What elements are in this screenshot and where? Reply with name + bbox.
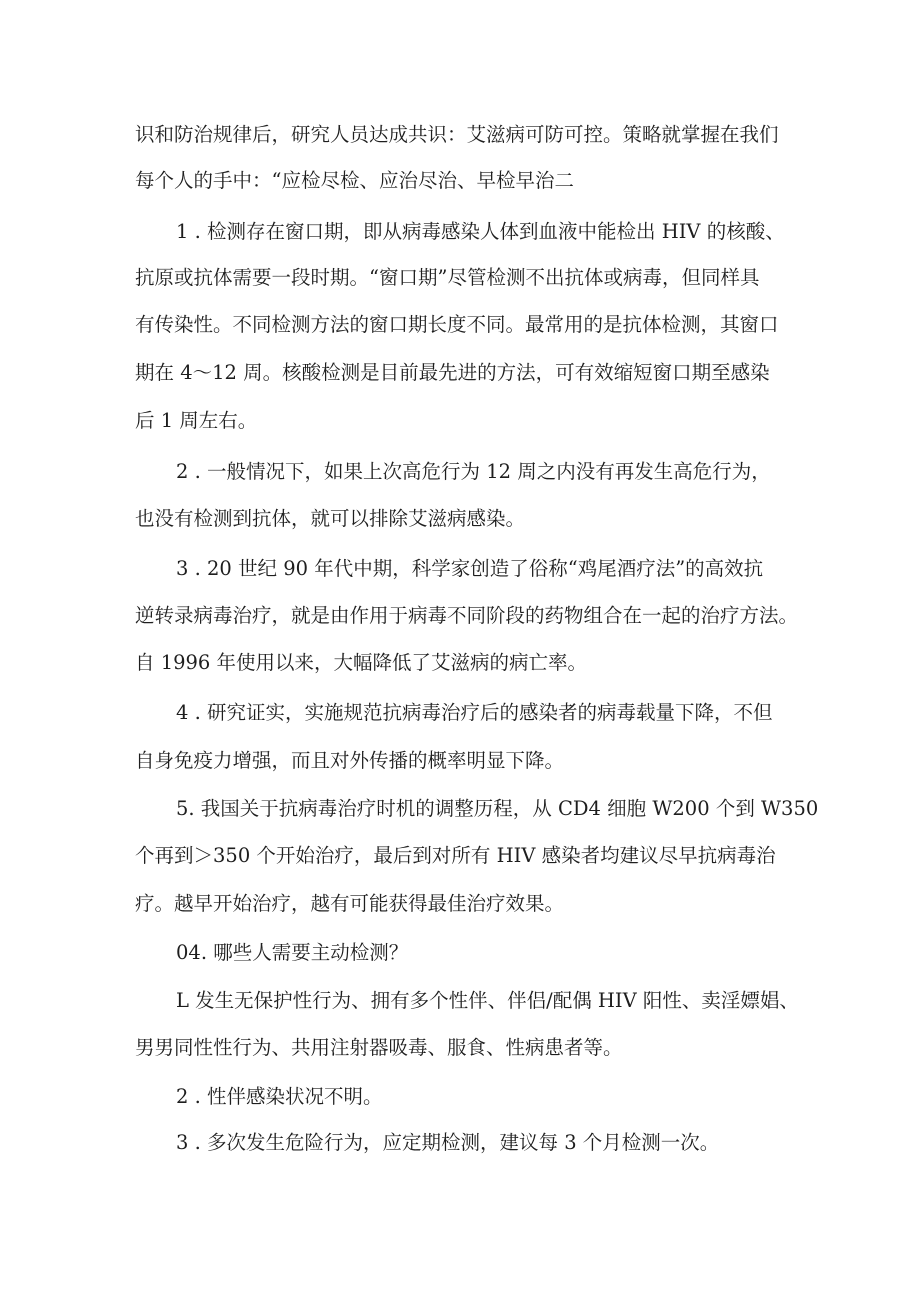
section-heading-text: 04. 哪些人需要主动检测？ — [176, 941, 409, 964]
paragraph-line: 自 1996 年使用以来，大幅降低了艾滋病的病亡率。 — [135, 651, 588, 674]
paragraph-line: 自身免疫力增强，而且对外传播的概率明显下降。 — [135, 749, 565, 772]
paragraph-line: 识和防治规律后，研究人员达成共识：艾滋病可防可控。策略就掌握在我们 — [135, 123, 779, 146]
paragraph-line: 4 . 研究证实，实施规范抗病毒治疗后的感染者的病毒载量下降，不但 — [176, 701, 773, 724]
paragraph-line: 逆转录病毒治疗，就是由作用于病毒不同阶段的药物组合在一起的治疗方法。 — [135, 604, 799, 627]
paragraph-line: 1 . 检测存在窗口期，即从病毒感染人体到血液中能检出 HIV 的核酸、 — [176, 220, 785, 243]
paragraph-line: 3 . 20 世纪 90 年代中期，科学家创造了俗称“鸡尾酒疗法”的高效抗 — [176, 557, 764, 580]
paragraph-line: 男男同性性行为、共用注射器吸毒、服食、性病患者等。 — [135, 1036, 623, 1059]
paragraph-line: 2 . 性伴感染状况不明。 — [176, 1085, 383, 1108]
paragraph-line: 抗原或抗体需要一段时期。“窗口期”尽管检测不出抗体或病毒，但同样具 — [135, 266, 760, 289]
paragraph-line: L 发生无保护性行为、拥有多个性伴、伴侣/配偶 HIV 阳性、卖淫嫖娼、 — [176, 989, 799, 1012]
paragraph-line: 每个人的手中：“应检尽检、应治尽治、早检早治二 — [135, 169, 574, 192]
paragraph-line: 也没有检测到抗体，就可以排除艾滋病感染。 — [135, 507, 526, 530]
paragraph-line: 5. 我国关于抗病毒治疗时机的调整历程，从 CD4 细胞 W200 个到 W350 — [176, 797, 819, 820]
paragraph-line: 后 1 周左右。 — [135, 409, 258, 432]
paragraph-line: 期在 4～12 周。核酸检测是目前最先进的方法，可有效缩短窗口期至感染 — [135, 361, 770, 384]
paragraph-line: 个再到＞350 个开始治疗，最后到对所有 HIV 感染者均建议尽早抗病毒治 — [135, 844, 776, 867]
paragraph-line: 疗。越早开始治疗，越有可能获得最佳治疗效果。 — [135, 892, 565, 915]
paragraph-line: 有传染性。不同检测方法的窗口期长度不同。最常用的是抗体检测，其窗口 — [135, 313, 779, 336]
paragraph-line: 3 . 多次发生危险行为，应定期检测，建议每 3 个月检测一次。 — [176, 1131, 720, 1154]
paragraph-line: 2 . 一般情况下，如果上次高危行为 12 周之内没有再发生高危行为， — [176, 460, 771, 483]
